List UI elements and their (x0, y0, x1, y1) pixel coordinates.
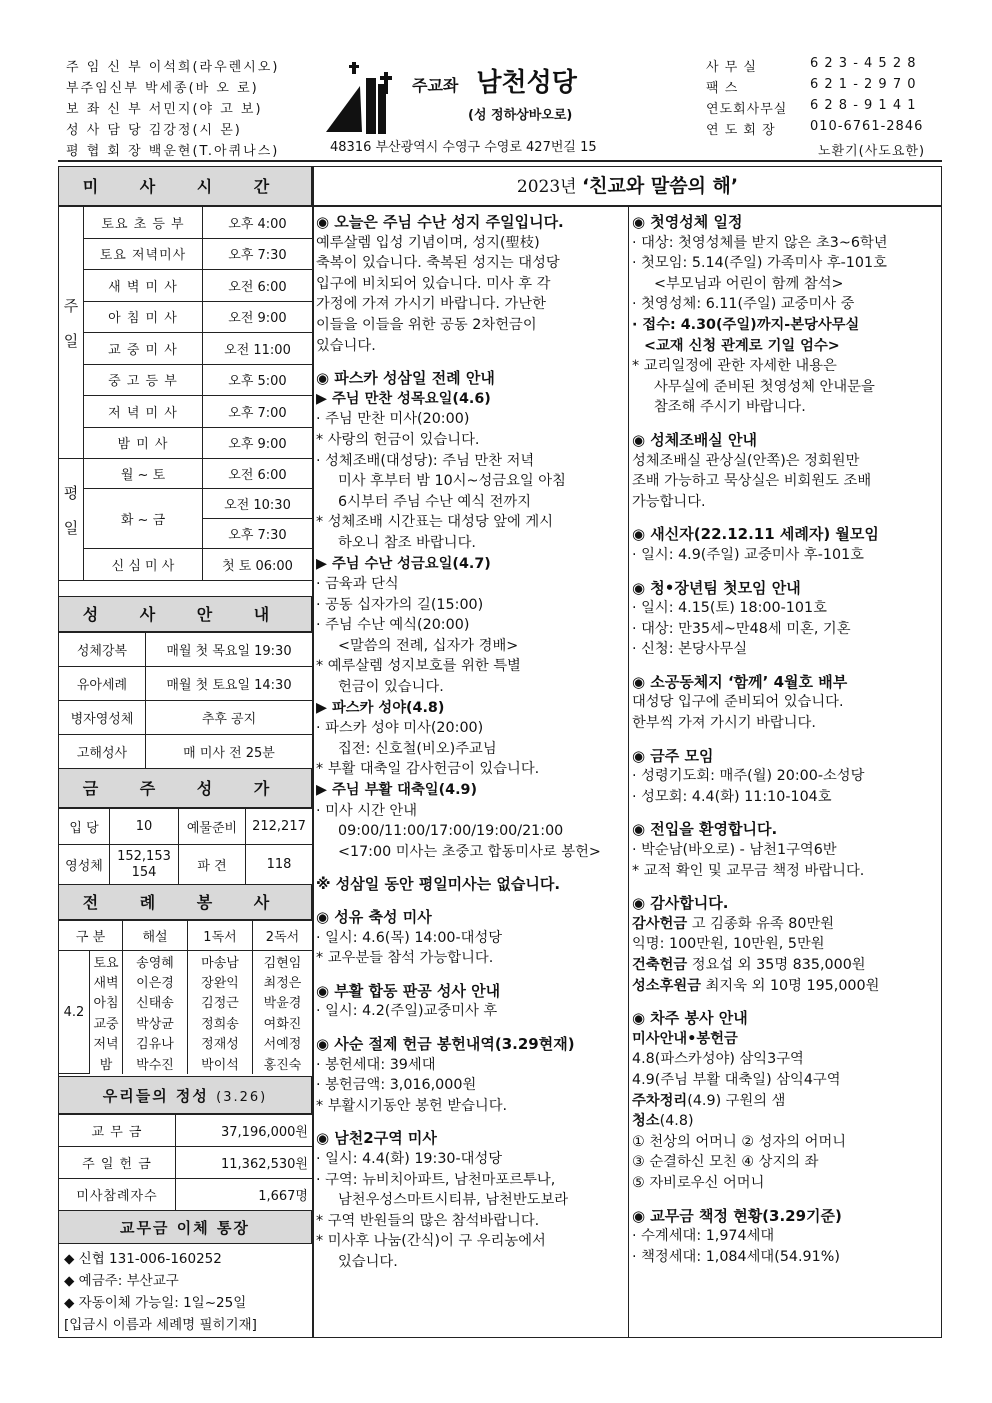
sacrament-schedule: 매월 첫 토요일 14:30 (146, 667, 313, 701)
announcement-heading: ◉ 오늘은 주님 수난 성지 주일입니다. (316, 213, 564, 231)
announcement-label: 청소 (632, 1113, 660, 1130)
church-logo-icon (322, 58, 408, 136)
contact-label: 연 도 회 장 (706, 123, 776, 138)
choir-heading (58, 768, 312, 808)
sacraments-title: 성 사 안 내 (82, 605, 288, 624)
announcement-line: 사무실에 준비된 첫영성체 안내문을 (654, 378, 875, 395)
announcement-line: * 부활시기동안 봉헌 받습니다. (316, 1097, 508, 1114)
announcement-heading: ※ 성삼일 동안 평일미사는 없습니다. (316, 875, 561, 894)
liturgy-row (59, 1053, 313, 1074)
sacrament-name: 병자영성체 (59, 701, 146, 735)
offertory-hymn: 212,217 (246, 809, 313, 845)
liturgy-header: 해설 (123, 921, 188, 951)
spacer (632, 660, 940, 672)
entrance-label: 입 당 (59, 809, 110, 845)
mass-row (59, 459, 313, 489)
announcement-line: * 미사후 나눔(간식)이 구 우리농에서 (316, 1233, 546, 1250)
liturgy-cell: 김유나 (123, 1033, 188, 1054)
mass-time: 오전 9:00 (203, 301, 313, 333)
mass-row (59, 333, 313, 365)
liturgy-heading (58, 884, 312, 920)
offering-label: 교 무 금 (59, 1115, 176, 1147)
announcement-line: * 성체조배 시간표는 대성당 앞에 게시 (316, 514, 554, 531)
mass-time: 오전 6:00 (203, 459, 313, 489)
announcement-line: · 대상: 첫영성체를 받지 않은 초3~6학년 (632, 234, 888, 251)
mass-time: 첫 토 06:00 (203, 549, 313, 581)
spacer (316, 862, 626, 874)
announcement-line: · 신청: 본당사무실 (632, 641, 748, 658)
announcement-line: · 일시: 4.4(화) 19:30-대성당 (316, 1150, 503, 1167)
announcement-line: · 구역: 뉴비치아파트, 남천마포르투나, (316, 1171, 556, 1188)
contact-row (706, 56, 917, 75)
announcement-note: <교재 신청 관계로 기일 엄수> (644, 337, 840, 354)
liturgy-cell: 정희송 (188, 1012, 253, 1033)
communion-hymn-number: 154 (131, 864, 157, 880)
liturgy-cell: 박이석 (188, 1053, 253, 1074)
announcement-line: · 봉헌금액: 3,016,000원 (316, 1077, 477, 1094)
liturgy-cell: 박상균 (123, 1012, 188, 1033)
banner-theme: ‘친교와 말씀의 해’ (581, 175, 739, 197)
announcement-line: · 주님 수난 예식(20:00) (316, 617, 470, 634)
liturgy-table (58, 920, 313, 1074)
announcement-line: 4.9(주님 부활 대축일) 삼익4구역 (632, 1071, 841, 1088)
mass-time: 오전 10:30 (203, 489, 313, 519)
liturgy-header: 1독서 (188, 921, 253, 951)
sacraments-heading (58, 596, 312, 632)
sacrament-name: 유아세례 (59, 667, 146, 701)
mass-time: 오전 6:00 (203, 270, 313, 302)
weekday-label: 평일 (59, 459, 84, 581)
announcement-line: · 봉헌세대: 39세대 (316, 1056, 436, 1073)
liturgy-row (59, 971, 313, 992)
spacer (632, 512, 940, 524)
announcement-heading: ◉ 감사합니다. (632, 894, 729, 913)
account-line: ◆ 신협 131-006-160252 (64, 1251, 222, 1267)
contact-row (706, 98, 917, 117)
announcement-subheading: ▶ 주님 만찬 성목요일(4.6) (316, 390, 491, 407)
announcement-line: 있습니다. (338, 1253, 398, 1270)
announcement-heading: ◉ 소공동체지 ‘함께’ 4월호 배부 (632, 672, 848, 691)
offering-date: (3.26) (216, 1090, 268, 1105)
liturgy-cell: 김정근 (188, 992, 253, 1013)
entrance-hymn: 10 (110, 809, 179, 845)
clergy-row (66, 119, 242, 138)
announcement-heading: ◉ 파스카 성삼일 전례 안내 (316, 369, 495, 388)
clergy-row (66, 56, 279, 75)
announcement-heading: ◉ 차주 봉사 안내 (632, 1009, 748, 1028)
mass-name: 화 ~ 금 (84, 489, 203, 549)
account-heading (58, 1210, 312, 1244)
offering-row (59, 1147, 313, 1179)
announcement-line: 가능합니다. (632, 493, 706, 510)
liturgy-header: 구 분 (59, 921, 123, 951)
mass-name: 아 침 미 사 (84, 301, 203, 333)
clergy-role: 부주임신부 (66, 81, 139, 96)
account-line: ◆ 자동이체 가능일: 1일~25일 (64, 1295, 247, 1311)
announcement-line: ③ 순결하신 모친 ④ 상지의 좌 (632, 1154, 819, 1171)
announcement-heading: ◉ 남천2구역 미사 (316, 1129, 437, 1148)
announcement-line: 예루살렘 입성 기념이며, 성지(聖枝) (316, 234, 540, 251)
dismissal-label: 파 견 (179, 845, 246, 885)
mass-name: 신 심 미 사 (84, 549, 203, 581)
sacraments-table (58, 632, 313, 769)
sacrament-row (59, 633, 313, 667)
liturgy-cell: 서예정 (253, 1033, 313, 1054)
announcement-line: 09:00/11:00/17:00/19:00/21:00 (338, 823, 564, 840)
announcement-line: 익명: 100만원, 10만원, 5만원 (632, 936, 825, 953)
dismissal-hymn: 118 (246, 845, 313, 885)
announcement-line: · 성체조배(대성당): 주님 만찬 저녁 (316, 452, 535, 469)
diocese-label: 주교좌 (412, 76, 459, 95)
announcement-line: * 사랑의 헌금이 있습니다. (316, 431, 480, 448)
announcement-line: · 일시: 4.6(목) 14:00-대성당 (316, 929, 503, 946)
announcement-line: * 교리일정에 관한 자세한 내용은 (632, 358, 837, 375)
contact-label: 팩 스 (706, 81, 739, 96)
announcement-line: 성체조배실 관상실(안쪽)은 정회원만 (632, 452, 860, 469)
announcement-line (632, 955, 940, 976)
announcement-line: · 일시: 4.9(주일) 교중미사 후-101호 (632, 546, 864, 563)
contact-label: 사 무 실 (706, 60, 757, 75)
communion-label: 영성체 (59, 845, 110, 885)
liturgy-cell: 밤 (90, 1053, 123, 1074)
clergy-row (66, 98, 263, 117)
announcement-line: 이들을 이들을 위한 공동 2차헌금이 (316, 316, 537, 333)
announcement-label: 건축헌금 (632, 957, 688, 973)
announcement-line: · 파스카 성야 미사(20:00) (316, 720, 484, 737)
mass-row (59, 301, 313, 333)
announcement-heading: ◉ 금주 모임 (632, 746, 714, 765)
announcement-line: · 금육과 단식 (316, 576, 399, 593)
contact-row (706, 77, 917, 96)
liturgy-cell: 박윤경 (253, 992, 313, 1013)
announcement-line: * 구역 반원들의 많은 참석바랍니다. (316, 1212, 540, 1229)
clergy-role: 성 사 담 당 (66, 123, 143, 138)
announcement-text: (4.9) 구원의 샘 (687, 1092, 786, 1109)
liturgy-cell: 정재성 (188, 1033, 253, 1054)
spacer (316, 1022, 626, 1034)
announcement-heading: ◉ 부활 합동 판공 성사 안내 (316, 981, 501, 1000)
announcement-line: <17:00 미사는 초중고 합동미사로 봉헌> (338, 843, 601, 860)
offering-label: 미사참례자수 (59, 1179, 176, 1211)
middle-announcements (316, 212, 626, 1273)
announcement-line (632, 976, 940, 997)
choir-title: 금 주 성 가 (82, 779, 288, 798)
liturgy-cell: 신태송 (123, 992, 188, 1013)
mass-row (59, 396, 313, 428)
clergy-role: 보 좌 신 부 (66, 102, 143, 117)
offering-row (59, 1179, 313, 1211)
announcement-line: · 미사 시간 안내 (316, 802, 418, 819)
liturgy-cell: 교중 (90, 1012, 123, 1033)
announcement-line (632, 914, 940, 935)
announcement-line: 축복이 있습니다. 축복된 성지는 대성당 (316, 255, 560, 272)
offering-amount: 37,196,000원 (176, 1115, 313, 1147)
liturgy-cell: 이은경 (123, 971, 188, 992)
contact-label: 연도회사무실 (706, 102, 788, 117)
liturgy-cell: 마송남 (188, 951, 253, 972)
announcement-line: · 첫영성체: 6.11(주일) 교중미사 중 (632, 296, 855, 313)
clergy-name: 이석희(라우렌시오) (148, 60, 280, 75)
sunday-label: 주일 (59, 207, 84, 459)
mass-time: 오후 9:00 (203, 427, 313, 459)
liturgy-cell: 김현임 (253, 951, 313, 972)
announcement-text: 고 김종화 유족 80만원 (687, 915, 835, 932)
mass-time: 오후 7:00 (203, 396, 313, 428)
announcement-line: 입구에 비치되어 있습니다. 미사 후 각 (316, 275, 551, 292)
offering-title: 우리들의 정성 (102, 1087, 209, 1105)
announcement-line: · 수계세대: 1,974세대 (632, 1228, 775, 1245)
mass-time: 오후 5:00 (203, 364, 313, 396)
announcement-label: 감사헌금 (632, 915, 688, 932)
announcement-line: 4.8(파스카성야) 삼익3구역 (632, 1051, 804, 1068)
clergy-row (66, 77, 259, 96)
announcement-line: * 교적 확인 및 교무금 책정 바랍니다. (632, 862, 865, 879)
banner-year: 2023년 (516, 177, 577, 197)
announcement-line: 조배 가능하고 묵상실은 비회원도 조배 (632, 473, 872, 490)
mass-time: 오후 7:30 (203, 238, 313, 270)
contact-value: 6 2 3 - 4 5 2 8 (810, 56, 917, 71)
announcement-line: * 부활 대축일 감사헌금이 있습니다. (316, 761, 540, 778)
mass-time: 오후 4:00 (203, 207, 313, 239)
clergy-role: 평 협 회 장 (66, 144, 143, 159)
announcement-line: 집전: 신호철(비오)주교님 (338, 740, 497, 757)
liturgy-cell: 여화진 (253, 1012, 313, 1033)
offering-amount: 11,362,530원 (176, 1147, 313, 1179)
liturgy-title: 전 례 봉 사 (82, 893, 288, 912)
account-line: [입금시 이름과 세례명 필히기재] (64, 1317, 257, 1333)
mass-row (59, 207, 313, 239)
mass-time: 오후 7:30 (203, 519, 313, 549)
liturgy-cell: 장완익 (188, 971, 253, 992)
announcement-line: 참조해 주시기 바랍니다. (654, 399, 806, 416)
spacer (632, 1194, 940, 1206)
announcement-line: 있습니다. (316, 337, 376, 354)
choir-table (58, 808, 313, 885)
announcement-heading: ◉ 교무금 책정 현황(3.29기준) (632, 1206, 842, 1225)
spacer (632, 566, 940, 578)
announcement-line: 미사 후부터 밤 10시~성금요일 아침 (338, 473, 566, 490)
sacrament-schedule: 매 미사 전 25분 (146, 735, 313, 769)
sacrament-name: 고해성사 (59, 735, 146, 769)
offering-table (58, 1114, 313, 1211)
account-info (64, 1248, 257, 1336)
announcement-line: · 성령기도회: 매주(월) 20:00-소성당 (632, 768, 865, 785)
sacrament-row (59, 667, 313, 701)
clergy-name: 서민지(야 고 보) (148, 102, 263, 117)
liturgy-cell: 송영혜 (123, 951, 188, 972)
liturgy-header-row (59, 921, 313, 951)
spacer (632, 881, 940, 893)
announcement-heading: ◉ 성체조배실 안내 (632, 430, 757, 449)
liturgy-header: 2독서 (253, 921, 313, 951)
mass-name: 토요 저녁미사 (84, 238, 203, 270)
clergy-name: 박세종(바 오 로) (144, 81, 259, 96)
clergy-name: 김강정(시 몬) (148, 123, 242, 138)
mass-name: 새 벽 미 사 (84, 270, 203, 302)
liturgy-cell: 토요 (90, 951, 123, 972)
announcement-subheading: ▶ 파스카 성야(4.8) (316, 699, 445, 716)
liturgy-date: 4.2 (59, 951, 90, 1074)
announcement-heading: ◉ 성유 축성 미사 (316, 908, 432, 926)
spacer (316, 356, 626, 368)
announcement-line: · 첫모임: 5.14(주일) 가족미사 후-101호 (632, 255, 887, 272)
announcement-line: 가정에 가져 가시기 바랍니다. 가난한 (316, 296, 546, 313)
church-name: 남천성당 (476, 68, 577, 98)
announcement-heading: ◉ 사순 절제 헌금 봉헌내역(3.29현재) (316, 1034, 575, 1053)
offertory-label: 예물준비 (179, 809, 246, 845)
liturgy-row (59, 1033, 313, 1054)
account-title: 교무금 이체 통장 (120, 1219, 250, 1237)
spacer (632, 418, 940, 430)
announcement-line: 헌금이 있습니다. (338, 679, 444, 696)
announcement-label: 성소후원금 (632, 977, 702, 994)
offering-heading (58, 1076, 312, 1114)
mass-row (59, 270, 313, 302)
announcement-line: ① 천상의 어머니 ② 성자의 어머니 (632, 1133, 847, 1150)
liturgy-cell: 박수진 (123, 1053, 188, 1074)
announcement-line: 한부씩 가져 가시기 바랍니다. (632, 715, 816, 732)
spacer (316, 895, 626, 907)
announcement-line: · 주님 만찬 미사(20:00) (316, 411, 470, 428)
offering-amount: 1,667명 (176, 1179, 313, 1211)
announcement-heading: ◉ 청•장년팀 첫모임 안내 (632, 578, 801, 597)
announcement-heading: ◉ 새신자(22.12.11 세례자) 월모임 (632, 525, 879, 544)
mass-times-table (58, 206, 313, 581)
offering-label: 주 일 헌 금 (59, 1147, 176, 1179)
announcement-line: · 성모회: 4.4(화) 11:10-104호 (632, 788, 832, 805)
announcement-line: <부모님과 어린이 함께 참석> (654, 275, 844, 292)
contact-value: 6 2 8 - 9 1 4 1 (810, 98, 917, 113)
announcement-text: 정요섭 외 35명 835,000원 (687, 957, 866, 973)
announcement-line: 남천우성스마트시티뷰, 남천반도보라 (338, 1192, 569, 1209)
announcement-line: 대성당 입구에 준비되어 있습니다. (632, 694, 844, 711)
mass-name: 중 고 등 부 (84, 364, 203, 396)
liturgy-cell: 새벽 (90, 971, 123, 992)
mass-times-title: 미 사 시 간 (82, 177, 288, 196)
contact-row (706, 119, 924, 138)
mass-time: 오전 11:00 (203, 333, 313, 365)
mass-row (59, 427, 313, 459)
announcement-text: (4.8) (659, 1113, 694, 1130)
contact-value: 010-6761-2846 (810, 119, 924, 134)
liturgy-cell: 아침 (90, 992, 123, 1013)
announcement-line: · 대상: 만35세~만48세 미혼, 기혼 (632, 620, 851, 637)
announcement-subheading: · 접수: 4.30(주일)까지-본당사무실 (632, 316, 860, 333)
announcement-line: * 예루살렘 성지보호를 위한 특별 (316, 658, 521, 675)
announcement-text: 최지욱 외 10명 195,000원 (701, 977, 880, 994)
clergy-role: 주 임 신 부 (66, 60, 143, 75)
mass-name: 교 중 미 사 (84, 333, 203, 365)
spacer (316, 1116, 626, 1128)
theme-banner (313, 166, 942, 206)
clergy-row (66, 140, 279, 159)
liturgy-row (59, 992, 313, 1013)
mass-name: 밤 미 사 (84, 427, 203, 459)
spacer (632, 996, 940, 1008)
patron-saint: (성 정하상바오로) (468, 108, 573, 123)
clergy-name: 백운현(T.아퀴나스) (148, 144, 280, 159)
announcement-label: 미사안내•봉헌금 (632, 1030, 738, 1047)
announcement-line: · 일시: 4.2(주일)교중미사 후 (316, 1003, 498, 1020)
sacrament-schedule: 매월 첫 목요일 19:30 (146, 633, 313, 667)
liturgy-row (59, 951, 313, 972)
announcement-line: * 교우분들 참석 가능합니다. (316, 950, 494, 967)
announcement-line (632, 1111, 940, 1132)
announcement-line: · 공동 십자가의 길(15:00) (316, 596, 484, 613)
sacrament-schedule: 추후 공지 (146, 701, 313, 735)
mass-row (59, 489, 313, 519)
announcement-line (632, 1029, 940, 1050)
sacrament-row (59, 735, 313, 769)
mass-name: 저 녁 미 사 (84, 396, 203, 428)
account-line: ◆ 예금주: 부산교구 (64, 1273, 179, 1289)
contact-value: 노환기(사도요한) (818, 144, 926, 159)
right-announcements (632, 212, 940, 1267)
announcement-label: 주차정리 (632, 1092, 688, 1109)
mass-row (59, 238, 313, 270)
mass-row (59, 364, 313, 396)
announcement-line: <말씀의 전례, 십자가 경배> (338, 637, 519, 654)
mass-name: 월 ~ 토 (84, 459, 203, 489)
offering-row (59, 1115, 313, 1147)
announcement-heading: ◉ 전입을 환영합니다. (632, 820, 778, 839)
liturgy-cell: 홍진숙 (253, 1053, 313, 1074)
announcement-subheading: ▶ 주님 부활 대축일(4.9) (316, 782, 477, 799)
mass-name: 토요 초 등 부 (84, 207, 203, 239)
spacer (632, 734, 940, 746)
church-address: 48316 부산광역시 수영구 수영로 427번길 15 (330, 140, 597, 155)
contact-value: 6 2 1 - 2 9 7 0 (810, 77, 917, 92)
communion-hymn (110, 845, 179, 885)
church-title (412, 62, 577, 99)
spacer (316, 969, 626, 981)
announcement-line: 하오니 참조 바랍니다. (338, 534, 476, 551)
announcement-line: ⑤ 자비로우신 어머니 (632, 1174, 765, 1191)
communion-hymn-number: 152,153 (117, 848, 171, 864)
spacer (632, 807, 940, 819)
liturgy-cell: 최정은 (253, 971, 313, 992)
announcement-subheading: ▶ 주님 수난 성금요일(4.7) (316, 555, 491, 572)
liturgy-row (59, 1012, 313, 1033)
announcement-line: · 일시: 4.15(토) 18:00-101호 (632, 600, 827, 617)
sacrament-name: 성체강복 (59, 633, 146, 667)
mass-times-heading (58, 166, 312, 206)
announcement-line: · 박순남(바오로) - 남천1구역6반 (632, 842, 837, 859)
header-divider (58, 160, 942, 162)
liturgy-cell: 저녁 (90, 1033, 123, 1054)
announcement-heading: ◉ 첫영성체 일정 (632, 213, 743, 231)
announcement-line: 6시부터 주님 수난 예식 전까지 (338, 493, 532, 510)
sacrament-row (59, 701, 313, 735)
announcement-line: · 책정세대: 1,084세대(54.91%) (632, 1248, 840, 1265)
announcement-line (632, 1091, 940, 1112)
mass-row (59, 549, 313, 581)
